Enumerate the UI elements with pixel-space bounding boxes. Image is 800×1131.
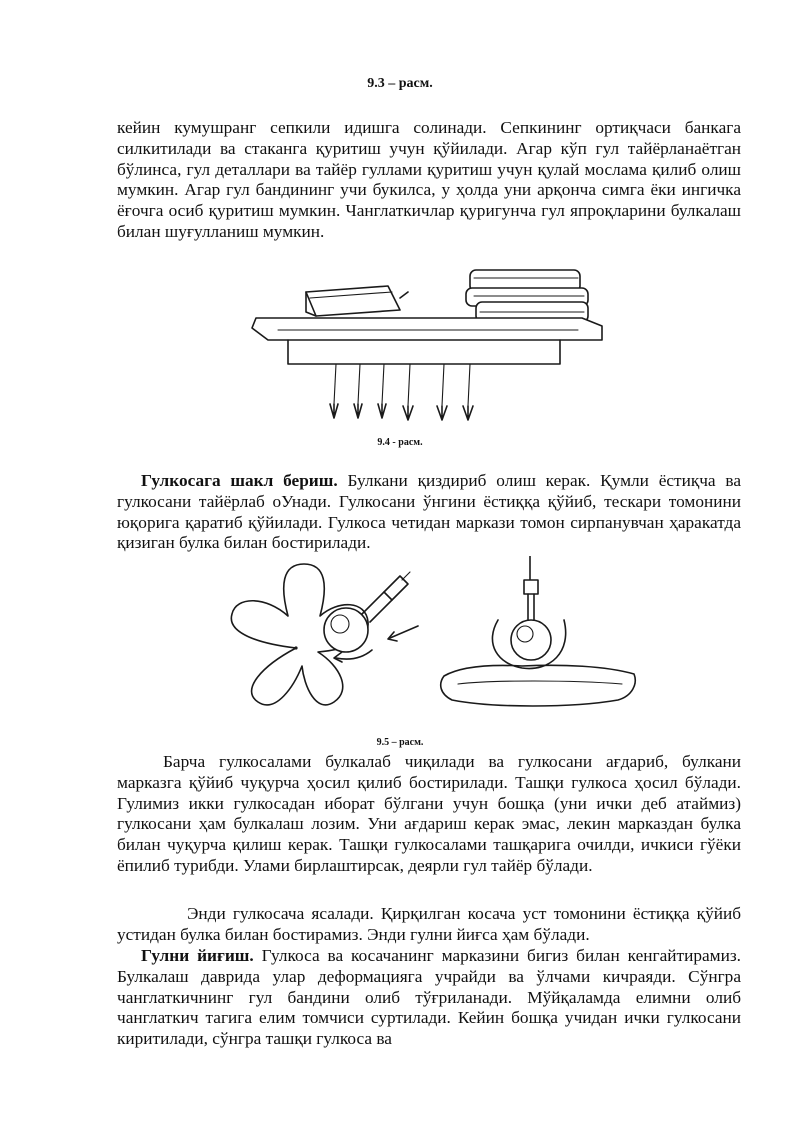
figure-9-5-petal-shaping (222, 556, 642, 732)
paragraph-sepal: Энди гулкосача ясалади. Қирқилган косача уст томонини ёстиққа қўйиб устидан булка билан бостирамиз. Энди гулни йиғса ҳам бўлади. (117, 904, 741, 944)
section-heading-shaping: Гулкосага шакл бериш. (141, 471, 338, 490)
figure-caption-9-3: 9.3 – расм. (367, 76, 433, 91)
figure-9-4-drying-rack (248, 268, 608, 430)
figure-caption-9-5: 9.5 – расм. (376, 737, 424, 748)
paragraph-drying: кейин кумушранг сепкили идишга солинади. Сепкининг ортиқчаси банкага силкитилади ва стаканга қуритиш учун қўйилади. Агар кўп гул тайёрланаётган бўлинса, гул деталлари ва тайёр гуллами қуритиш учун қулай мослама қилиб олиш мумкин. Агар гул бандининг учи букилса, у ҳолда уни арқонча симга ёки ингичка ёғочга осиб қуритиш мумкин. Чанглаткичлар қуригунча гул япроқларини булкалаш билан шуғулланиш мумкин. (117, 118, 741, 241)
paragraph-assembly-body: Гулкоса ва косачанинг марказини бигиз билан кенгайтирамиз. Булкалаш даврида улар деформацияга учрайди ва ўлчами кичраяди. Сўнгра чанглаткичнинг гул бандини олиб тўғриланади. Мўйқаламда елимни олиб чанглаткич тагига елим томчиси суртилади. Кейин бошқа учидан ички гулкосани киритилади, сўнгра ташқи гулкоса ва (117, 946, 742, 1049)
paragraph-shaping (117, 471, 741, 554)
paragraph-outer-cup: Барча гулкосалами булкалаб чиқилади ва гулкосани ағдариб, булкани марказга қўйиб чуқурча ҳосил қилиб бостирилади. Ташқи гулкоса ҳосил бўлади. Гулимиз икки гулкосадан иборат бўлгани учун бошқа (уни ички деб атаймиз) гулкосани ҳам булкалаш лозим. Уни ағдариш керак эмас, лекин марказдан булка билан чуқурча қилиш керак. Ташқи гулкосалами ташқарига очилди, ичкиси гўёки ёпилиб турибди. Улами бирлаштирсак, деярли гул тайёр бўлади. (117, 752, 741, 875)
figure-caption-9-4: 9.4 - расм. (377, 437, 423, 448)
section-heading-assembly: Гулни йиғиш. (141, 946, 254, 965)
paragraph-assembly (117, 946, 741, 1050)
paragraph-shaping-body: Булкани қиздириб олиш керак. Қумли ёстиқча ва гулкосани тайёрлаб оУнади. Гулкосани ўнгини ёстиққа қўйиб, тескари томонини юқорига қаратиб қўйилади. Гулкоса четидан маркази томон сирпанувчан ҳаракатда қизиган булка билан бостирилади. (117, 471, 741, 553)
